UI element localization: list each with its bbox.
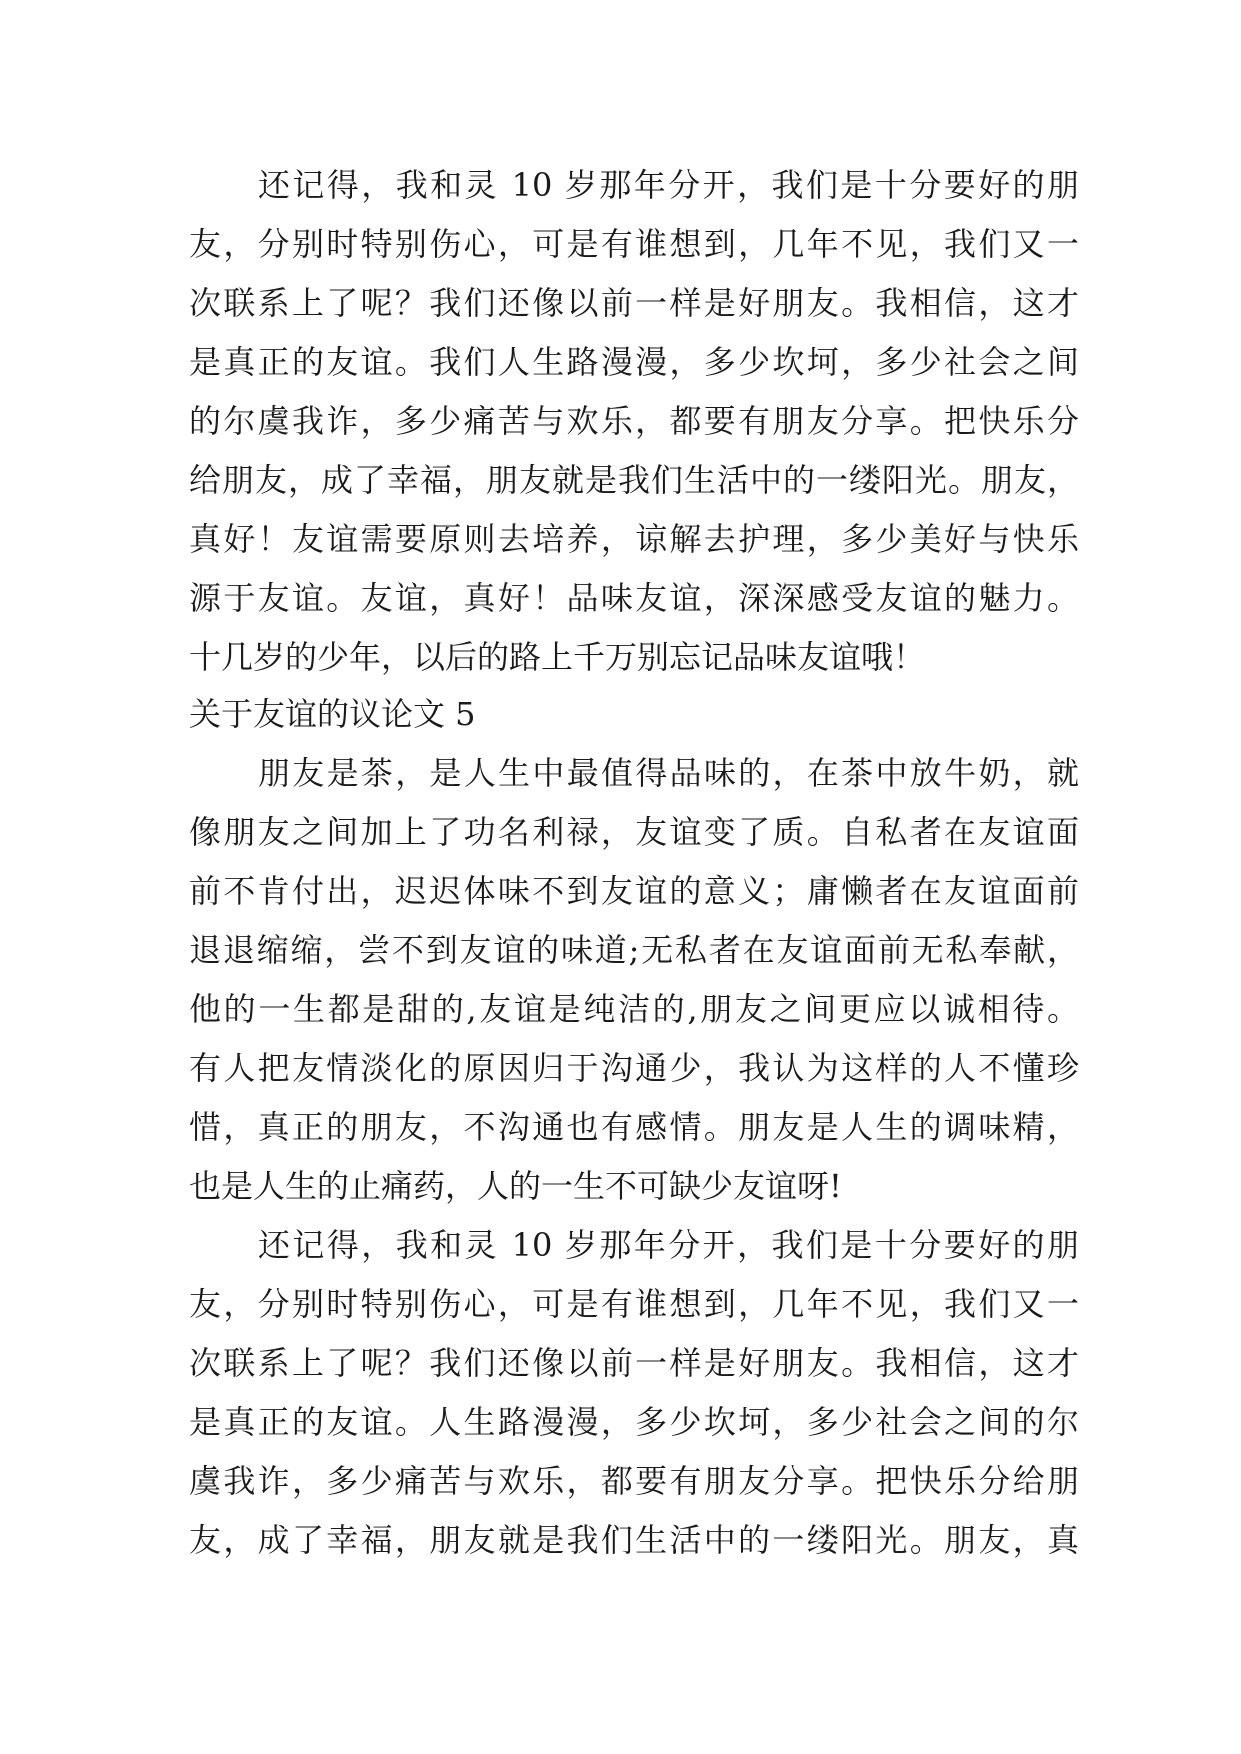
paragraph-line: 源于友谊。友谊，真好！品味友谊，深深感受友谊的魅力。	[189, 579, 1079, 617]
paragraph-line: 友，分别时特别伤心，可是有谁想到，几年不见，我们又一	[189, 1285, 1079, 1323]
paragraph-line: 虞我诈，多少痛苦与欢乐，都要有朋友分享。把快乐分给朋	[189, 1462, 1079, 1500]
paragraph-line: 真好！友谊需要原则去培养，谅解去护理，多少美好与快乐	[189, 520, 1079, 558]
section-heading: 关于友谊的议论文 5	[189, 695, 476, 733]
paragraph-line: 的尔虞我诈，多少痛苦与欢乐，都要有朋友分享。把快乐分	[189, 402, 1079, 440]
paragraph-line: 有人把友情淡化的原因归于沟通少，我认为这样的人不懂珍	[189, 1049, 1079, 1087]
paragraph-line: 前不肯付出，迟迟体味不到友谊的意义；庸懒者在友谊面前	[189, 872, 1079, 910]
paragraph-line: 是真正的友谊。我们人生路漫漫，多少坎坷，多少社会之间	[189, 343, 1079, 381]
paragraph-line: 也是人生的止痛药，人的一生不可缺少友谊呀!	[189, 1167, 842, 1205]
paragraph-line: 退退缩缩，尝不到友谊的味道;无私者在友谊面前无私奉献，	[189, 931, 1079, 969]
paragraph-line: 他的一生都是甜的,友谊是纯洁的,朋友之间更应以诚相待。	[189, 990, 1079, 1028]
paragraph-line: 还记得，我和灵 10 岁那年分开，我们是十分要好的朋	[258, 166, 1079, 204]
paragraph-line: 像朋友之间加上了功名利禄，友谊变了质。自私者在友谊面	[189, 813, 1079, 851]
paragraph-line: 十几岁的少年，以后的路上千万别忘记品味友谊哦！	[189, 638, 926, 676]
paragraph-line: 是真正的友谊。人生路漫漫，多少坎坷，多少社会之间的尔	[189, 1403, 1079, 1441]
paragraph-line: 次联系上了呢？我们还像以前一样是好朋友。我相信，这才	[189, 284, 1079, 322]
paragraph-line: 给朋友，成了幸福，朋友就是我们生活中的一缕阳光。朋友，	[189, 461, 1079, 499]
paragraph-line: 朋友是茶，是人生中最值得品味的，在茶中放牛奶，就	[258, 754, 1079, 792]
paragraph-line: 次联系上了呢？我们还像以前一样是好朋友。我相信，这才	[189, 1344, 1079, 1382]
paragraph-line: 还记得，我和灵 10 岁那年分开，我们是十分要好的朋	[258, 1226, 1079, 1264]
paragraph-line: 友，成了幸福，朋友就是我们生活中的一缕阳光。朋友，真	[189, 1521, 1079, 1559]
paragraph-line: 友，分别时特别伤心，可是有谁想到，几年不见，我们又一	[189, 225, 1079, 263]
paragraph-line: 惜，真正的朋友，不沟通也有感情。朋友是人生的调味精，	[189, 1108, 1079, 1146]
